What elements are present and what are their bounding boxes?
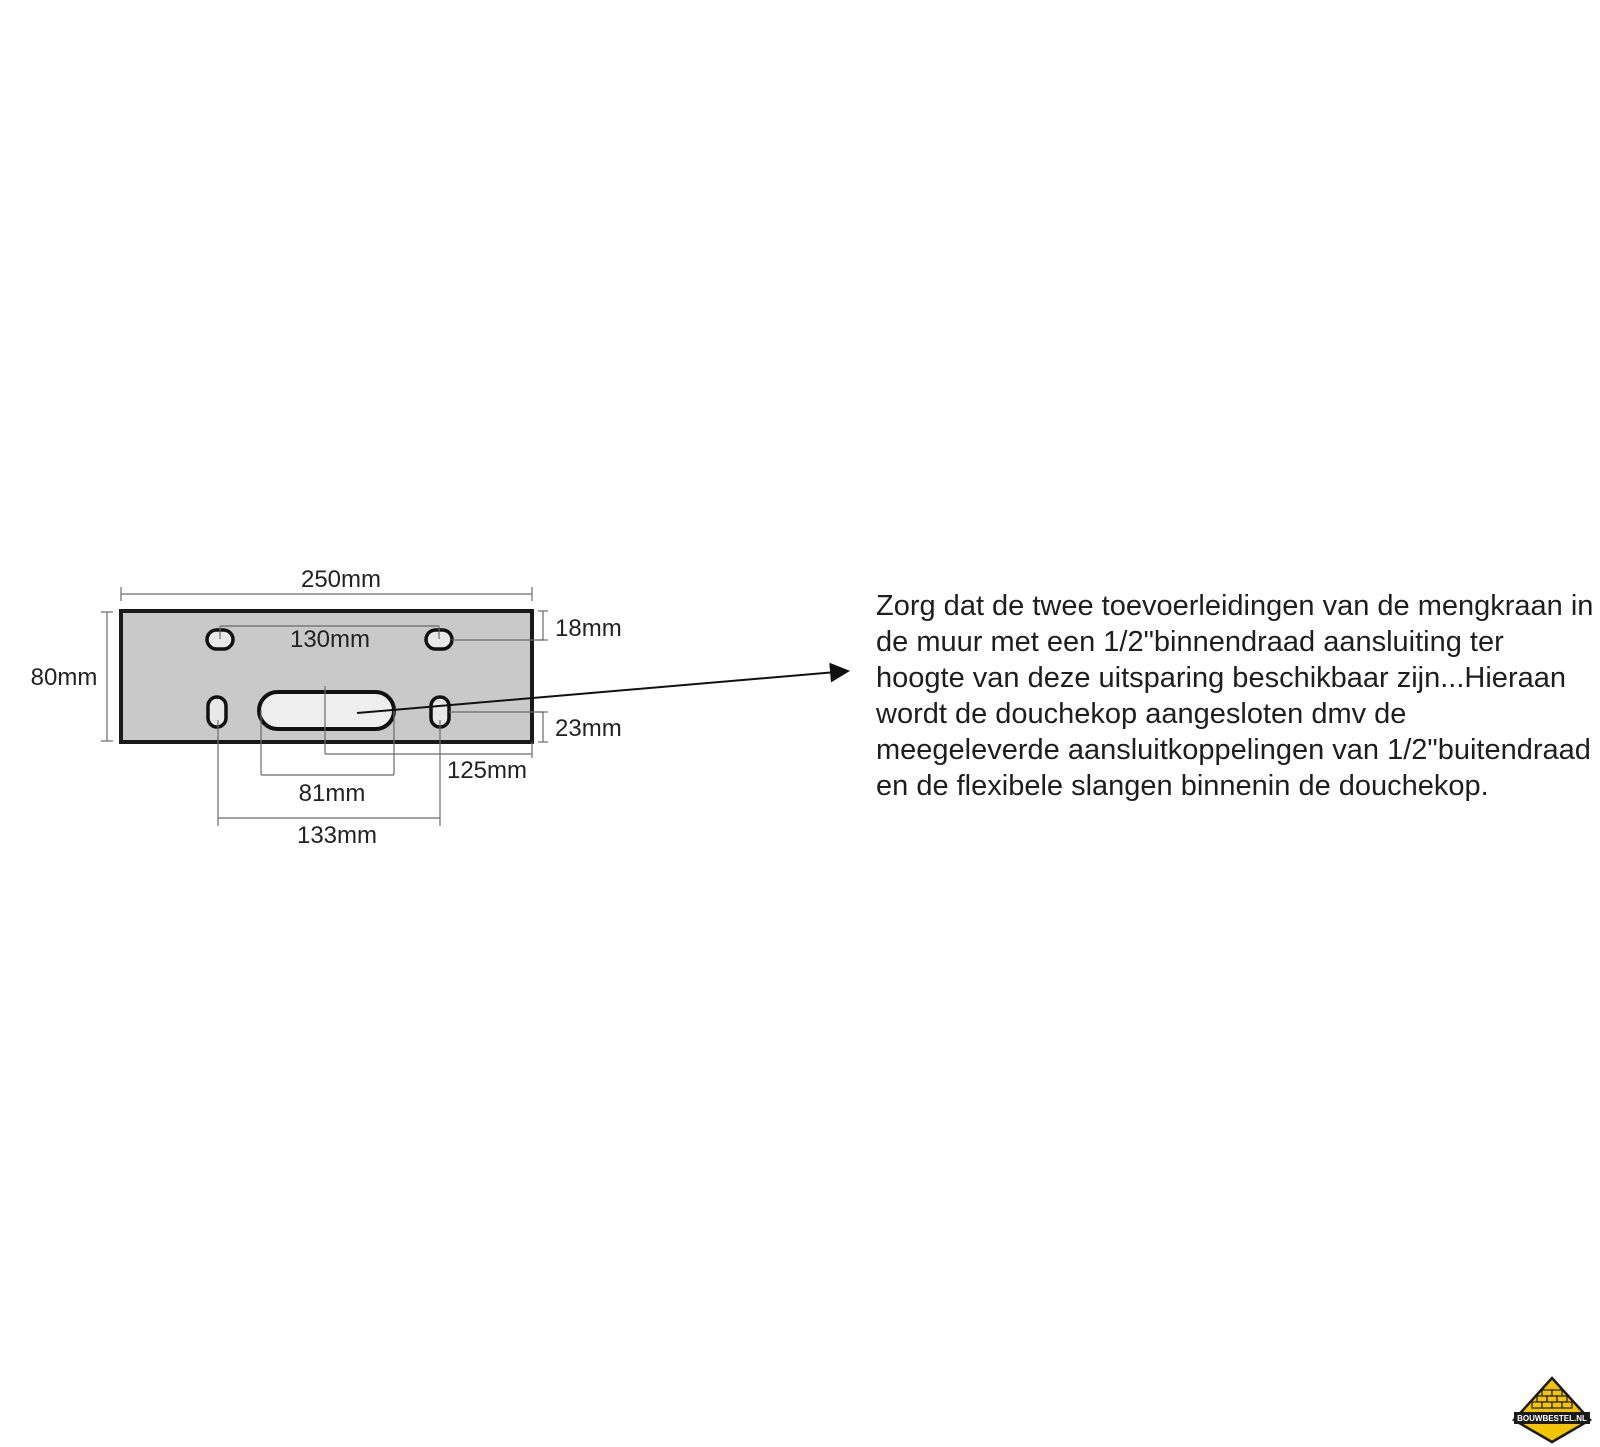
width-total-label: 250mm xyxy=(300,566,382,593)
installation-note: Zorg dat de twee toevoerleidingen van de mengkraan in de muur met een 1/2"binnendraad aansluiting ter hoogte van deze uitsparing beschikbaar zijn...Hieraan wordt de douchekop aangesloten dmv de meegeleverde aansluitkoppelingen van 1/2"buitendraad en de flexibele slangen binnenin de douchekop. xyxy=(876,590,1594,802)
height-total-label: 80mm xyxy=(30,664,98,691)
logo-text: BOUWBESTEL.NL xyxy=(1517,1414,1587,1423)
width-dimension xyxy=(121,566,532,601)
bottom-offset-label: 23mm xyxy=(555,715,622,742)
connection-slot xyxy=(259,692,394,729)
height-dimension xyxy=(31,612,113,741)
slot-width-label: 81mm xyxy=(298,780,366,807)
bottom-left-slot xyxy=(208,697,226,727)
top-hole-spacing-label: 130mm xyxy=(289,626,371,653)
top-offset-label: 18mm xyxy=(555,615,622,642)
bouwbestel-logo xyxy=(1510,1376,1594,1444)
center-to-edge-label: 125mm xyxy=(446,757,528,784)
bottom-hole-spacing-label: 133mm xyxy=(296,822,378,849)
